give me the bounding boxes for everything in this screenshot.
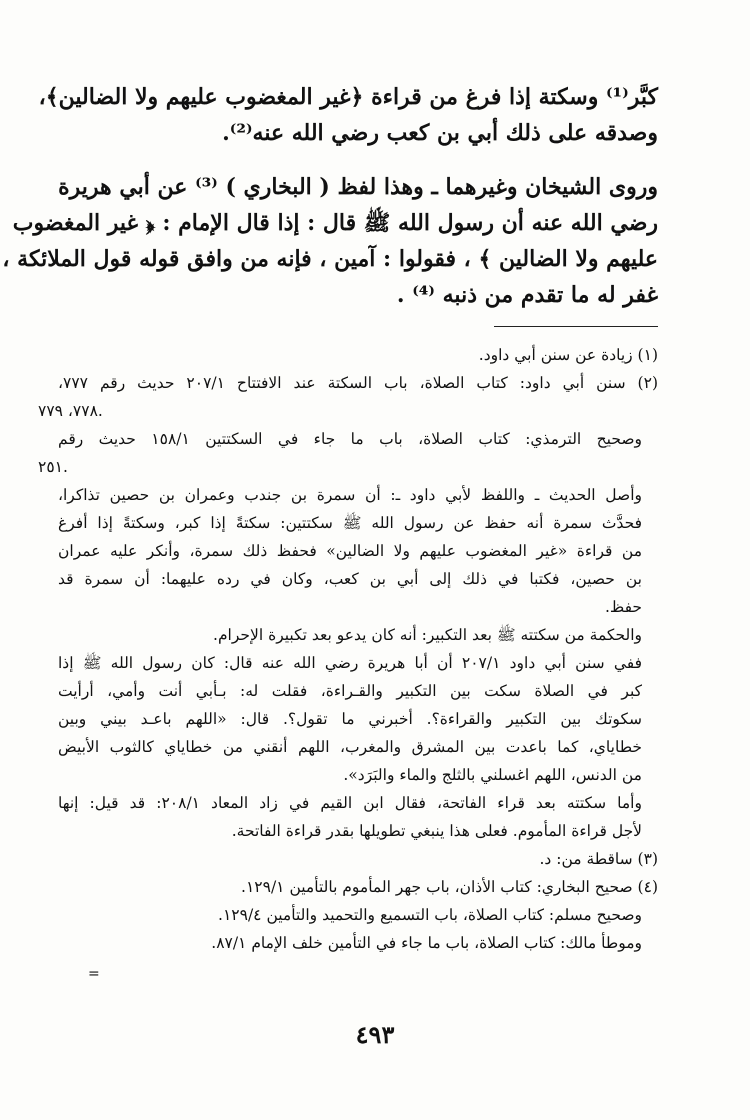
footnote-line-11: والحكمة من سكتته ﷺ بعد التكبير: أنه كان يدعو بعد تكبيرة الإحرام. — [213, 626, 642, 644]
main-line-4: رضي الله عنه أن رسول الله ﷺ قال : إذا قال الإمام : ﴿ غير المغضوب — [12, 210, 658, 236]
main-line-6: غفر له ما تقدم من ذنبه ⁽⁴⁾ . — [396, 282, 658, 308]
main-line-2: وصدقه على ذلك أبي بن كعب رضي الله عنه⁽²⁾. — [222, 120, 658, 146]
footnote-line-8: من قراءة «غير المغضوب عليهم ولا الضالين» فحفظ ذلك سمرة، وأنكر عليه عمران — [58, 542, 642, 560]
footnote-line-5: ٢٥١. — [38, 458, 68, 476]
footnote-line-2: (٢) سنن أبي داود: كتاب الصلاة، باب السكتة عند الافتتاح ٢٠٧/١ حديث رقم ٧٧٧، — [58, 374, 658, 392]
footnote-line-12: ففي سنن أبي داود ٢٠٧/١ أن أبا هريرة رضي الله عنه قال: كان رسول الله ﷺ إذا — [58, 654, 642, 672]
main-line-1: كبَّر⁽¹⁾ وسكتة إذا فرغ من قراءة ﴿غير المغضوب عليهم ولا الضالين﴾، — [38, 84, 658, 110]
footnote-line-1: (١) زيادة عن سنن أبي داود. — [478, 346, 658, 364]
main-line-3: وروى الشيخان وغيرهما ـ وهذا لفظ ( البخاري ) ⁽³⁾ عن أبي هريرة — [58, 174, 658, 200]
footnote-line-19: (٣) ساقطة من: د. — [539, 850, 658, 868]
footnote-line-18: لأجل قراءة المأموم. فعلى هذا ينبغي تطويلها بقدر قراءة الفاتحة. — [231, 822, 642, 840]
footnote-line-22: وموطأ مالك: كتاب الصلاة، باب ما جاء في التأمين خلف الإمام ٨٧/١. — [211, 934, 642, 952]
page-number: ٤٩٣ — [355, 1020, 395, 1049]
footnote-line-20: (٤) صحيح البخاري: كتاب الأذان، باب جهر المأموم بالتأمين ١٢٩/١. — [241, 878, 658, 896]
footnote-line-15: خطاياي، كما باعدت بين المشرق والمغرب، اللهم أنقني من خطاياي كالثوب الأبيض — [58, 738, 642, 756]
footnote-line-3: ٧٧٨، ٧٧٩. — [38, 402, 103, 420]
margin-mark: = — [88, 966, 100, 982]
footnote-line-17: وأما سكتته بعد قراء الفاتحة، فقال ابن القيم في زاد المعاد ٢٠٨/١: قد قيل: إنها — [58, 794, 642, 812]
footnote-line-9: بن حصين، فكتبا في ذلك إلى أبي بن كعب، وكان في رده عليهما: أن سمرة قد — [58, 570, 642, 588]
footnote-separator — [494, 326, 658, 327]
footnote-line-14: سكوتك بين التكبير والقراءة؟. أخبرني ما تقول؟. قال: «اللهم باعـد بيني وبين — [58, 710, 642, 728]
footnote-line-21: وصحيح مسلم: كتاب الصلاة، باب التسميع والتحميد والتأمين ١٢٩/٤. — [218, 906, 642, 924]
footnote-line-16: من الدنس، اللهم اغسلني بالثلج والماء والبَرَد». — [343, 766, 642, 784]
footnote-line-6: وأصل الحديث ـ واللفظ لأبي داود ـ: أن سمرة بن جندب وعمران بن حصين تذاكرا، — [58, 486, 642, 504]
footnote-line-13: كبر في الصلاة سكت بين التكبير والقـراءة، فقلت له: بـأبي أنت وأمي، أرأيت — [58, 682, 642, 700]
footnote-line-7: فحدَّث سمرة أنه حفظ عن رسول الله ﷺ سكتتين: سكتةً إذا كبر، وسكتةً إذا أفرغ — [58, 514, 642, 532]
main-line-5: عليهم ولا الضالين ﴾ ، فقولوا : آمين ، فإنه من وافق قوله قول الملائكة ، — [2, 246, 658, 272]
footnote-line-10: حفظ. — [604, 598, 642, 616]
footnote-line-4: وصحيح الترمذي: كتاب الصلاة، باب ما جاء في السكتتين ١٥٨/١ حديث رقم — [58, 430, 642, 448]
